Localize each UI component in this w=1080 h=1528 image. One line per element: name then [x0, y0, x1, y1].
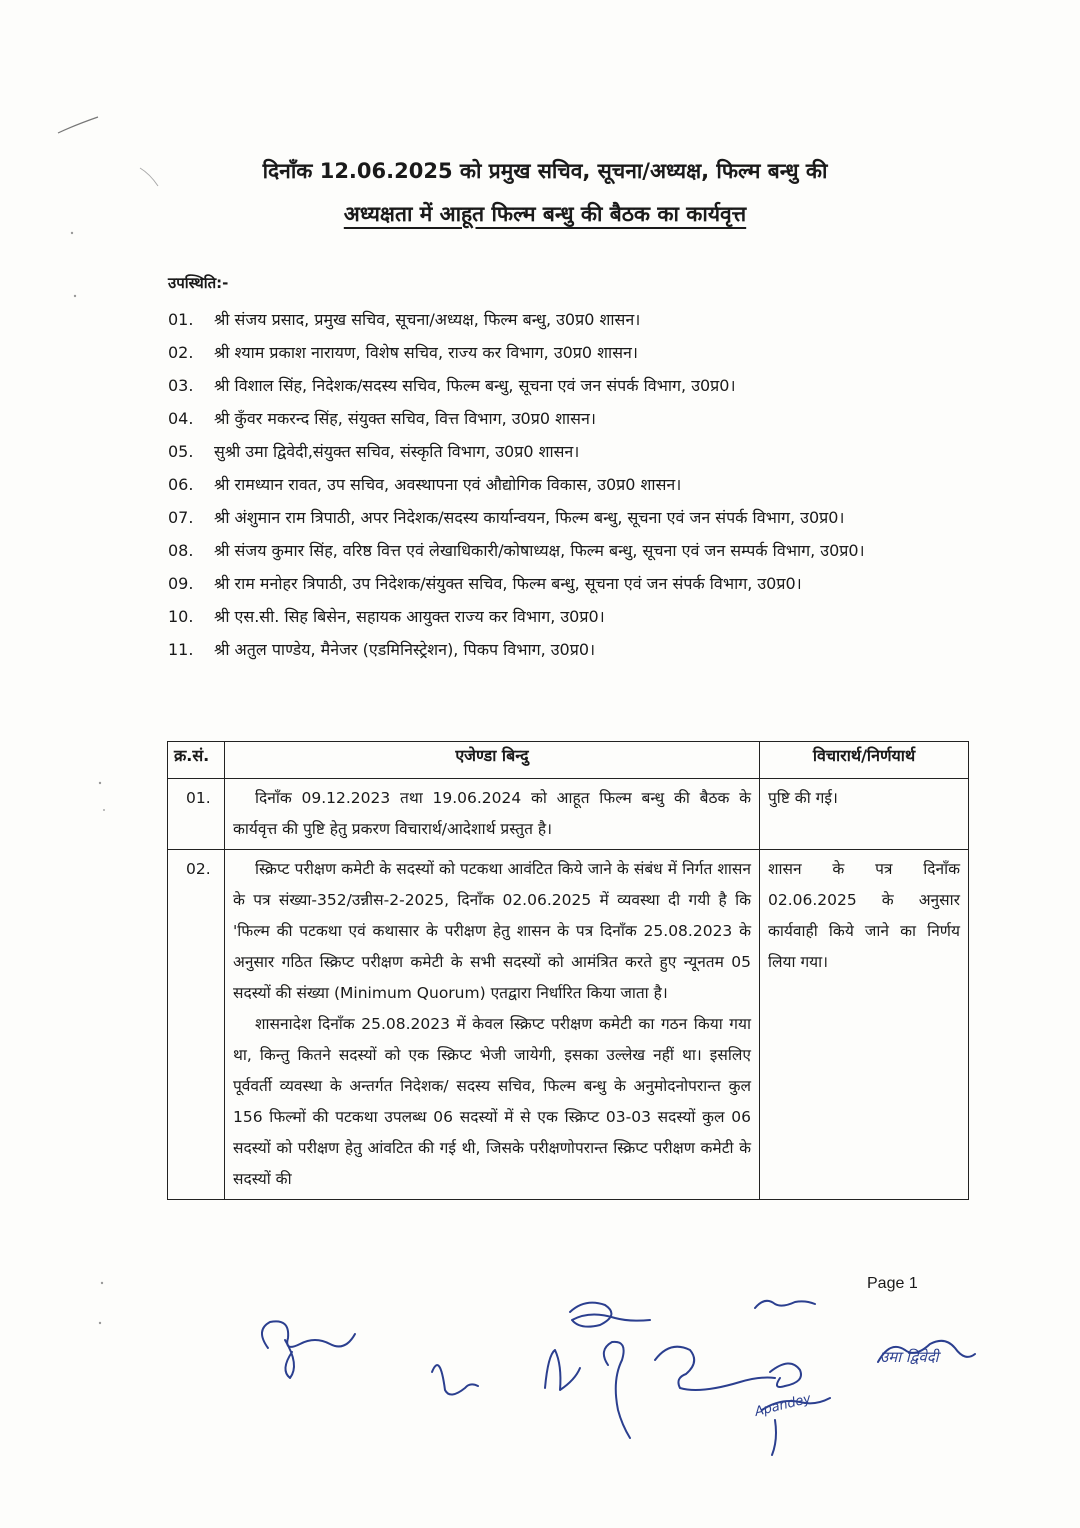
- attendee-text: श्री कुँवर मकरन्द सिंह, संयुक्त सचिव, वित्त विभाग, उ0प्र0 शासन।: [214, 409, 596, 428]
- agenda-item-cell: [225, 850, 760, 1200]
- agenda-serial: 01.: [168, 779, 225, 850]
- agenda-header-row: [168, 742, 969, 779]
- agenda-item-paragraph: शासनादेश दिनाँक 25.08.2023 में केवल स्क्रिप्ट परीक्षण कमेटी का गठन किया गया था, किन्तु कितने सदस्यों को एक स्क्रिप्ट भेजी जायेगी, इसका उल्लेख नहीं था। इसलिए पूर्ववर्ती व्यवस्था के अन्तर्गत निदेशक/ सदस्य सचिव, फिल्म बन्धु के अनुमोदनोपरान्त कुल 156 फिल्मों की पटकथा उपलब्ध 06 सदस्यों में से एक स्क्रिप्ट 03-03 सदस्यों कुल 06 सदस्यों को परीक्षण हेतु आंवटित की गई थी, जिसके परीक्षणोपरान्त स्क्रिप्ट परीक्षण कमेटी के सदस्यों की: [233, 1015, 751, 1188]
- attendee-text: श्री संजय कुमार सिंह, वरिष्ठ वित्त एवं लेखाधिकारी/कोषाध्यक्ष, फिल्म बन्धु, सूचना एवं जन सम्पर्क विभाग, उ0प्र0।: [214, 541, 865, 560]
- agenda-row: [168, 850, 969, 1200]
- signature-mark: [545, 1350, 580, 1390]
- signature-mark: [604, 1342, 630, 1438]
- attendee-number: 05.: [168, 442, 194, 461]
- signature-mark: [755, 1301, 815, 1308]
- attendee-number: 03.: [168, 376, 194, 395]
- attendee-text: श्री एस.सी. सिह बिसेन, सहायक आयुक्त राज्य कर विभाग, उ0प्र0।: [214, 607, 605, 626]
- attendee-item: [168, 338, 918, 368]
- document-title-line-2: अध्यक्षता में आहूत फिल्म बन्धु की बैठक का कार्यवृत्त: [343, 202, 747, 226]
- attendee-text: श्री अंशुमान राम त्रिपाठी, अपर निदेशक/सदस्य कार्यान्वयन, फिल्म बन्धु, सूचना एवं जन संपर्क विभाग, उ0प्र0।: [214, 508, 845, 527]
- header-agenda-item: एजेण्डा बिन्दु: [225, 742, 760, 779]
- attendee-item: [168, 437, 918, 467]
- attendee-item: [168, 536, 918, 566]
- attendee-number: 11.: [168, 640, 194, 659]
- agenda-item-cell: [225, 779, 760, 850]
- attendee-text: श्री संजय प्रसाद, प्रमुख सचिव, सूचना/अध्यक्ष, फिल्म बन्धु, उ0प्र0 शासन।: [214, 310, 641, 329]
- agenda-item-paragraph: दिनाँक 09.12.2023 तथा 19.06.2024 को आहूत फिल्म बन्धु की बैठक के कार्यवृत्त की पुष्टि हेतु प्रकरण विचारार्थ/आदेशार्थ प्रस्तुत है।: [233, 789, 751, 838]
- signature-mark: [432, 1365, 478, 1394]
- signature-mark: [770, 1363, 801, 1387]
- header-decision: विचारार्थ/निर्णयार्थ: [760, 742, 969, 779]
- attendee-list: [168, 305, 918, 668]
- signature-block: [0, 1270, 1080, 1520]
- attendee-item: [168, 569, 918, 599]
- agenda-row: [168, 779, 969, 850]
- attendee-text: श्री विशाल सिंह, निदेशक/सदस्य सचिव, फिल्म बन्धु, सूचना एवं जन संपर्क विभाग, उ0प्र0।: [214, 376, 736, 395]
- attendee-text: श्री रामध्यान रावत, उप सचिव, अवस्थापना एवं औद्योगिक विकास, उ0प्र0 शासन।: [214, 475, 682, 494]
- attendee-item: [168, 602, 918, 632]
- header-serial: क्र.सं.: [168, 742, 225, 779]
- attendee-number: 04.: [168, 409, 194, 428]
- attendee-item: [168, 470, 918, 500]
- attendee-item: [168, 635, 918, 665]
- signature-mark: [655, 1347, 775, 1390]
- agenda-item-paragraph: स्क्रिप्ट परीक्षण कमेटी के सदस्यों को पटकथा आवंटित किये जाने के संबंध में निर्गत शासन के पत्र संख्या-352/उन्नीस-2-2025, दिनाँक 02.06.2025 में व्यवस्था दी गयी है कि 'फिल्म की पटकथा एवं कथासार के परीक्षण हेतु शासन के पत्र दिनाँक 25.08.2023 के अनुसार गठित स्क्रिप्ट परीक्षण कमेटी के सभी सदस्यों को आमंत्रित करते हुए न्यूनतम 05 सदस्यों की संख्या (Minimum Quorum) एतद्वारा निर्धारित किया जाता है।: [233, 860, 751, 1002]
- attendee-number: 10.: [168, 607, 194, 626]
- attendance-heading: उपस्थिति:-: [168, 274, 229, 292]
- attendee-number: 06.: [168, 475, 194, 494]
- attendee-text: श्री श्याम प्रकाश नारायण, विशेष सचिव, राज्य कर विभाग, उ0प्र0 शासन।: [214, 343, 638, 362]
- attendee-text: सुश्री उमा द्विवेदी,संयुक्त सचिव, संस्कृति विभाग, उ0प्र0 शासन।: [214, 442, 580, 461]
- agenda-serial: 02.: [168, 850, 225, 1200]
- agenda-table: [167, 741, 969, 1200]
- attendee-number: 02.: [168, 343, 194, 362]
- attendee-text: श्री राम मनोहर त्रिपाठी, उप निदेशक/संयुक्त सचिव, फिल्म बन्धु, सूचना एवं जन संपर्क विभाग, उ0प्र0।: [214, 574, 802, 593]
- signature-mark: [262, 1321, 355, 1348]
- attendee-number: 08.: [168, 541, 194, 560]
- page-number: Page 1: [867, 1275, 918, 1292]
- signature-text: उमा द्विवेदी: [880, 1348, 939, 1366]
- attendee-number: 07.: [168, 508, 194, 527]
- signature-mark: [570, 1303, 650, 1327]
- signature-text: Apandey: [753, 1391, 813, 1420]
- attendee-item: [168, 503, 918, 533]
- agenda-decision: शासन के पत्र दिनाँक 02.06.2025 के अनुसार कार्यवाही किये जाने का निर्णय लिया गया।: [760, 850, 969, 1200]
- document-title-line-1: दिनाँक 12.06.2025 को प्रमुख सचिव, सूचना/अध्यक्ष, फिल्म बन्धु की: [262, 159, 828, 183]
- attendee-item: [168, 404, 918, 434]
- attendee-text: श्री अतुल पाण्डेय, मैनेजर (एडमिनिस्ट्रेशन), पिकप विभाग, उ0प्र0।: [214, 640, 596, 659]
- agenda-decision: पुष्टि की गई।: [760, 779, 969, 850]
- attendee-number: 09.: [168, 574, 194, 593]
- attendee-item: [168, 305, 918, 335]
- attendee-item: [168, 371, 918, 401]
- attendee-number: 01.: [168, 310, 194, 329]
